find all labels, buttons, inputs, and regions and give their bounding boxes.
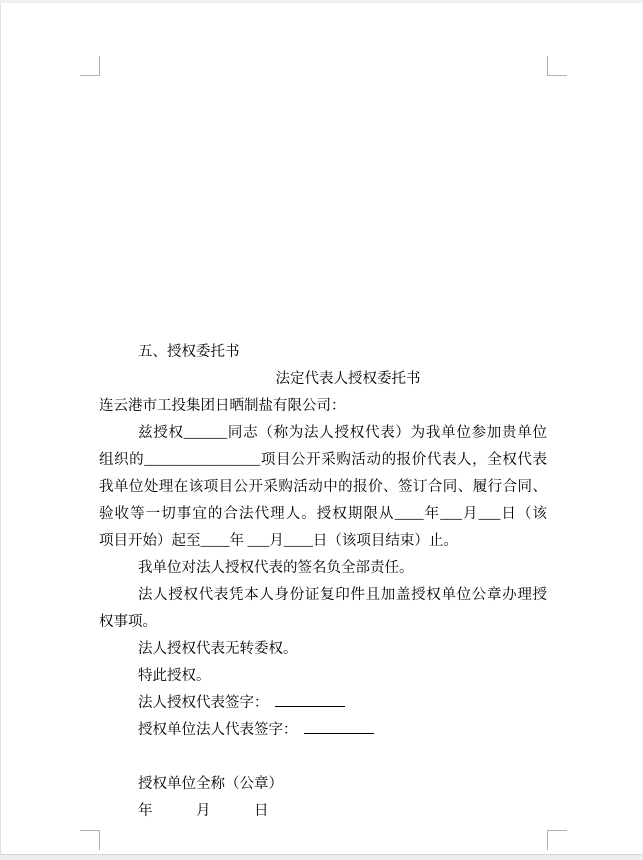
- addressee-line: 连云港市工投集团日晒制盐有限公司：: [99, 398, 346, 414]
- body-line: 兹授权______同志（称为法人授权代表）为我单位参加贵单位: [138, 425, 547, 441]
- crop-mark-top-right-icon: [547, 56, 567, 76]
- document-page: [0, 3, 642, 855]
- body-line: 法人授权代表凭本人身份证复印件且加盖授权单位公章办理授: [138, 587, 547, 603]
- document-title: 法定代表人授权委托书: [275, 371, 421, 387]
- document-body: [99, 339, 547, 825]
- company-seal-line: 授权单位全称（公章）: [138, 776, 283, 792]
- signature-underline: [275, 692, 345, 707]
- body-line: 组织的________________项目公开采购活动的报价代表人，全权代表: [99, 452, 547, 468]
- date-line: 年 月 日: [138, 803, 269, 819]
- signature-row: [99, 690, 547, 717]
- signature-label: 法人授权代表签字：: [138, 695, 269, 711]
- section-heading: 五、授权委托书: [138, 344, 240, 360]
- crop-mark-bottom-left-icon: [80, 830, 100, 850]
- body-line: 我单位处理在该项目公开采购活动中的报价、签订合同、履行合同、: [99, 479, 547, 495]
- signature-label: 授权单位法人代表签字：: [138, 722, 298, 738]
- body-line: 我单位对法人授权代表的签名负全部责任。: [138, 560, 414, 576]
- crop-mark-bottom-right-icon: [547, 830, 567, 850]
- body-line: 权事项。: [99, 614, 157, 630]
- signature-underline: [304, 719, 374, 734]
- body-line: 特此授权。: [138, 668, 211, 684]
- blank-line: [99, 744, 547, 771]
- crop-mark-top-left-icon: [80, 56, 100, 76]
- body-line: 验收等一切事宜的合法代理人。授权期限从____年___月___日（该: [99, 506, 547, 522]
- body-line: 法人授权代表无转委权。: [138, 641, 298, 657]
- signature-row: [99, 717, 547, 744]
- body-line: 项目开始）起至____年 ___月____日（该项目结束）止。: [99, 533, 458, 549]
